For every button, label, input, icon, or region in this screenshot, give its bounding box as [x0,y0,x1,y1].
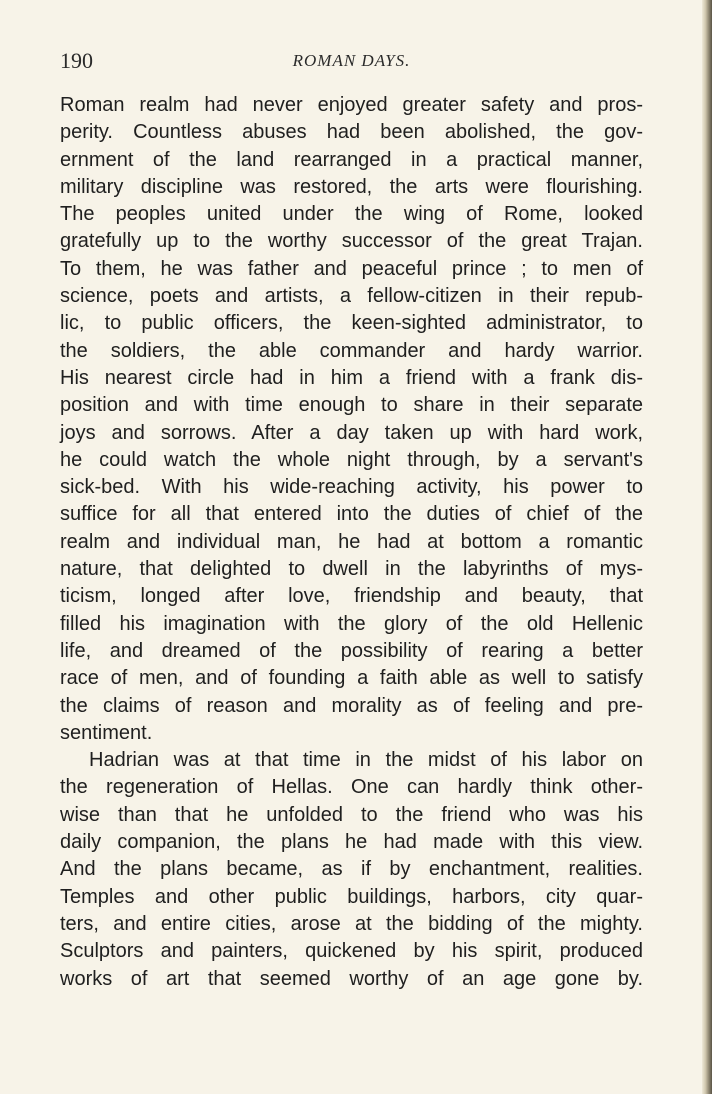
text-line: race of men, and of founding a faith able as well to satisfy [60,667,643,690]
text-line: nature, that delighted to dwell in the labyrinths of mys- [60,558,643,581]
text-line: works of art that seemed worthy of an age gone by. [60,967,643,990]
text-line: the soldiers, the able commander and hardy warrior. [60,339,643,362]
body-text [60,92,643,993]
page-edge-shadow [702,0,712,1094]
text-line: he could watch the whole night through, by a servant's [60,448,643,471]
text-line: the claims of reason and morality as of feeling and pre- [60,694,643,717]
page-number: 190 [60,48,93,73]
running-title: ROMAN DAYS. [292,51,411,70]
text-line: joys and sorrows. After a day taken up with hard work, [60,421,643,444]
text-line: sentiment. [60,721,153,744]
text-line: The peoples united under the wing of Rome, looked [60,203,643,226]
text-line: Roman realm had never enjoyed greater safety and pros- [60,94,643,116]
text-line: ernment of the land rearranged in a practical manner, [60,148,643,171]
text-line: ters, and entire cities, arose at the bidding of the mighty. [60,912,643,935]
text-line: perity. Countless abuses had been abolished, the gov- [60,121,643,144]
text-line: military discipline was restored, the arts were flourishing. [60,175,643,198]
text-line: sick-bed. With his wide-reaching activity, his power to [60,476,643,499]
text-line: To them, he was father and peaceful prince ; to men of [60,257,643,280]
text-line: lic, to public officers, the keen-sighted administrator, to [60,312,643,335]
text-line: filled his imagination with the glory of the old Hellenic [60,612,643,635]
text-line: life, and dreamed of the possibility of rearing a better [60,639,643,662]
text-line: ticism, longed after love, friendship and beauty, that [60,585,643,608]
text-line: wise than that he unfolded to the friend who was his [60,803,643,826]
text-line: suffice for all that entered into the duties of chief of the [60,503,643,526]
paragraph-2 [60,747,643,993]
text-line: realm and individual man, he had at bottom a romantic [60,530,643,553]
text-line: the regeneration of Hellas. One can hardly think other- [60,776,643,799]
text-line: Temples and other public buildings, harbors, city quar- [60,885,643,908]
text-line: position and with time enough to share in their separate [60,394,643,417]
text-line: gratefully up to the worthy successor of the great Trajan. [60,230,643,253]
text-line: Sculptors and painters, quickened by his spirit, produced [60,940,643,963]
text-line: science, poets and artists, a fellow-citizen in their repub- [60,285,643,308]
text-line: And the plans became, as if by enchantment, realities. [60,858,643,881]
text-line: His nearest circle had in him a friend with a frank dis- [60,366,643,389]
text-line: Hadrian was at that time in the midst of his labor on [89,749,643,772]
running-head [60,47,643,75]
paragraph-1 [60,92,643,747]
text-line: daily companion, the plans he had made with this view. [60,831,643,854]
